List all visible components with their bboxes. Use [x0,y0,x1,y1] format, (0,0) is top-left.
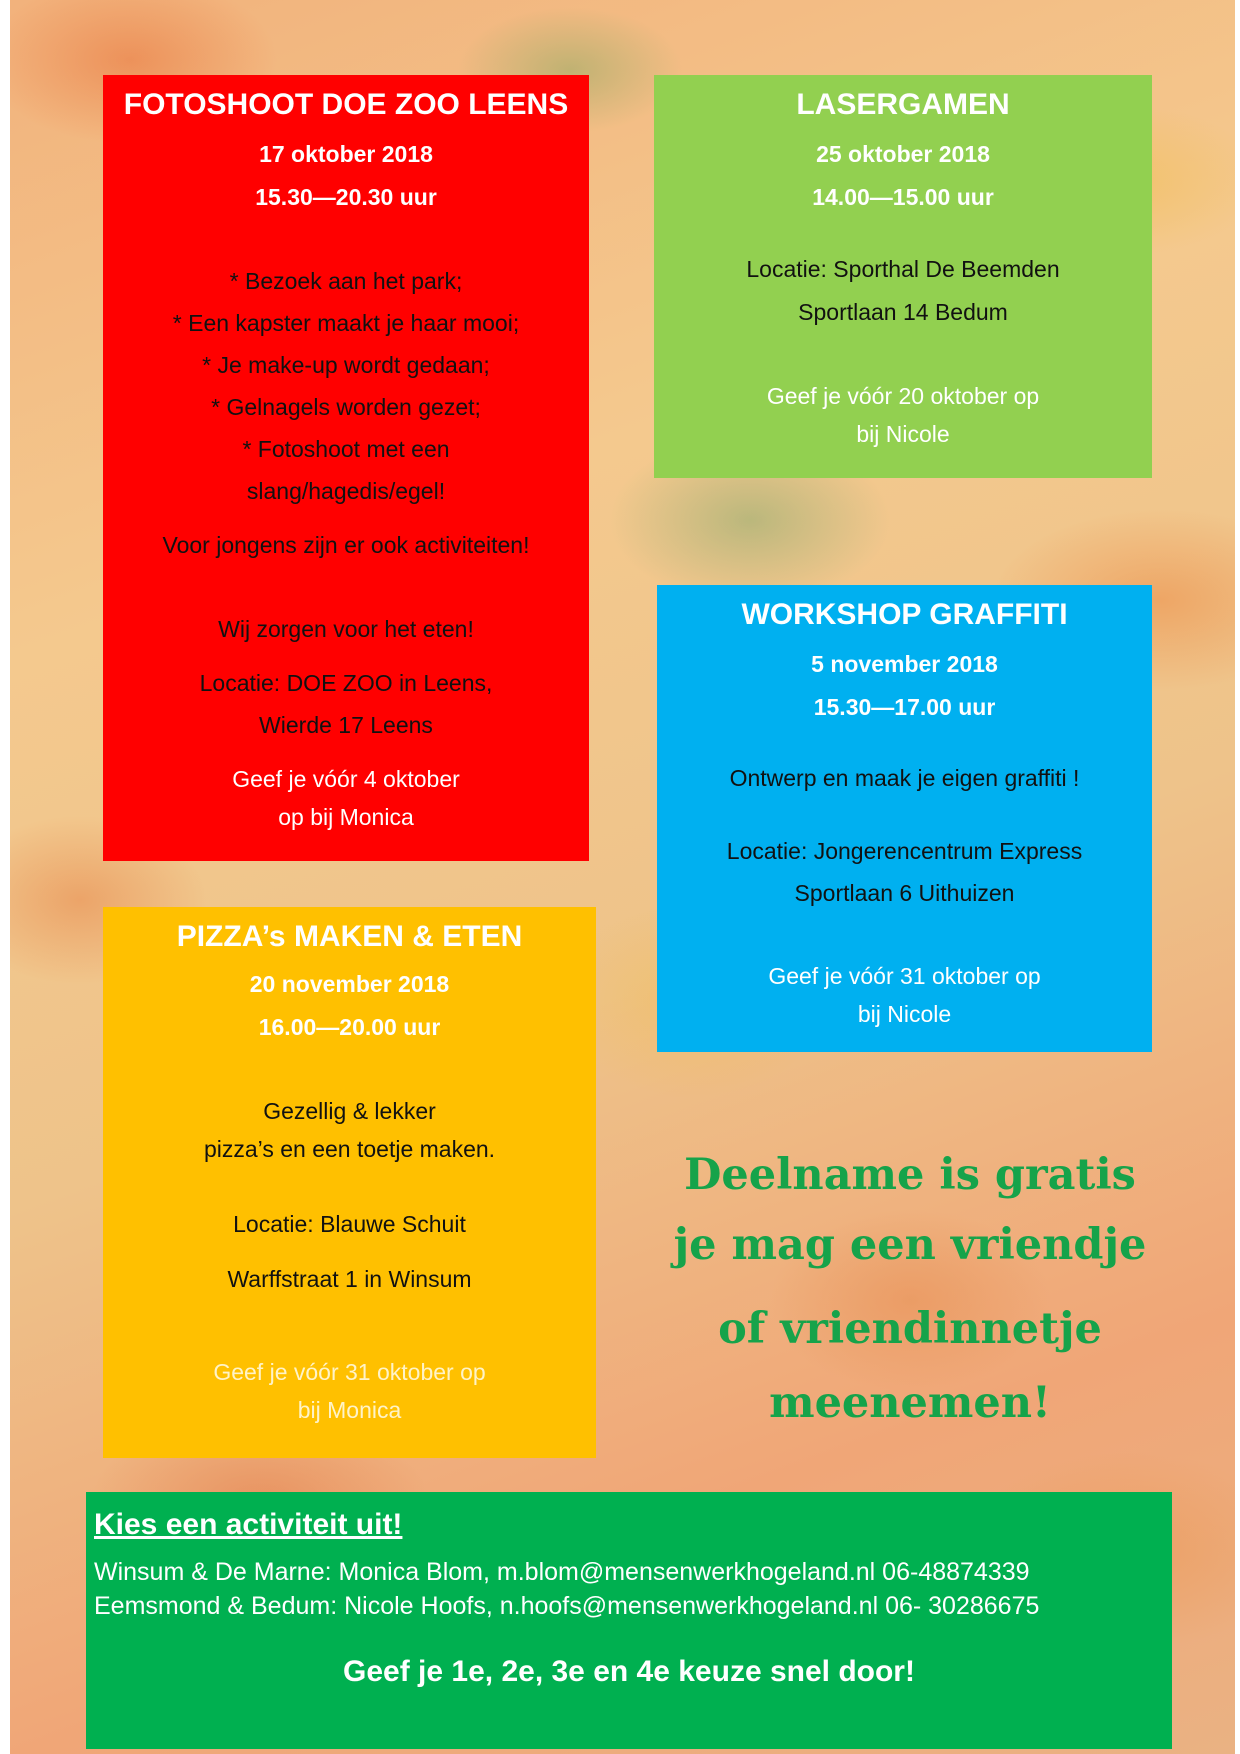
free-notice-line: Deelname is gratis [684,1150,1136,1200]
footer-heading: Kies een activiteit uit! [94,1508,403,1541]
graffiti-signup: Geef je vóór 31 oktober op [768,963,1041,989]
lasergamen-signup-contact: bij Nicole [856,421,950,447]
pizza-signup: Geef je vóór 31 oktober op [213,1359,486,1385]
fotoshoot-location: Locatie: DOE ZOO in Leens, [199,670,493,696]
pizza-address: Warffstraat 1 in Winsum [227,1266,472,1292]
contact-footer [86,1492,1172,1749]
graffiti-description: Ontwerp en maak je eigen graffiti ! [729,765,1080,791]
pizza-time: 16.00—20.00 uur [258,1014,441,1040]
fotoshoot-food-note: Wij zorgen voor het eten! [218,616,474,642]
contact-monica: Winsum & De Marne: Monica Blom, m.blom@mensenwerkhogeland.nl 06-48874339 [94,1558,1030,1586]
graffiti-signup-contact: bij Nicole [857,1001,952,1027]
free-notice-line: meenemen! [769,1378,1051,1428]
lasergamen-address: Sportlaan 14 Bedum [798,299,1008,325]
fotoshoot-item: * Gelnagels worden gezet; [211,394,481,420]
graffiti-time: 15.30—17.00 uur [813,694,996,720]
free-notice-line: je mag een vriendje [673,1220,1147,1270]
fotoshoot-item: * Je make-up wordt gedaan; [202,352,490,378]
fotoshoot-date: 17 oktober 2018 [259,141,433,167]
lasergamen-signup: Geef je vóór 20 oktober op [766,383,1040,409]
graffiti-location: Locatie: Jongerencentrum Express [726,838,1083,864]
graffiti-address: Sportlaan 6 Uithuizen [794,880,1015,906]
fotoshoot-address: Wierde 17 Leens [259,712,433,738]
graffiti-card [657,585,1152,1052]
fotoshoot-item: * Een kapster maakt je haar mooi; [172,310,520,336]
fotoshoot-signup-contact: op bij Monica [278,804,414,830]
graffiti-title: WORKSHOP GRAFFITI [741,598,1068,631]
pizza-description: Gezellig & lekker [263,1098,436,1124]
fotoshoot-boys-note: Voor jongens zijn er ook activiteiten! [162,532,530,558]
fotoshoot-signup: Geef je vóór 4 oktober [232,766,460,792]
lasergamen-location: Locatie: Sporthal De Beemden [746,256,1060,282]
contact-nicole: Eemsmond & Bedum: Nicole Hoofs, n.hoofs@mensenwerkhogeland.nl 06- 30286675 [94,1592,1040,1620]
fotoshoot-item: slang/hagedis/egel! [246,478,446,504]
fotoshoot-item: * Bezoek aan het park; [229,268,463,294]
free-notice-line: of vriendinnetje [718,1304,1102,1354]
pizza-signup-contact: bij Monica [297,1397,402,1423]
pizza-date: 20 november 2018 [249,971,450,997]
pizza-description-continued: pizza’s en een toetje maken. [203,1136,496,1162]
fotoshoot-item: * Fotoshoot met een [242,436,450,462]
pizza-location: Locatie: Blauwe Schuit [233,1211,466,1237]
pizza-title: PIZZA’s MAKEN & ETEN [176,920,523,953]
fotoshoot-time: 15.30—20.30 uur [255,184,437,210]
pizza-card [103,907,596,1458]
fotoshoot-card [103,75,589,861]
graffiti-date: 5 november 2018 [811,651,998,677]
footer-call-to-action: Geef je 1e, 2e, 3e en 4e keuze snel door! [343,1655,915,1688]
lasergamen-card [654,75,1152,478]
flyer-page [10,0,1235,1754]
lasergamen-time: 14.00—15.00 uur [812,184,994,210]
lasergamen-title: LASERGAMEN [796,88,1010,121]
fotoshoot-title: FOTOSHOOT DOE ZOO LEENS [123,88,569,121]
lasergamen-date: 25 oktober 2018 [816,141,990,167]
